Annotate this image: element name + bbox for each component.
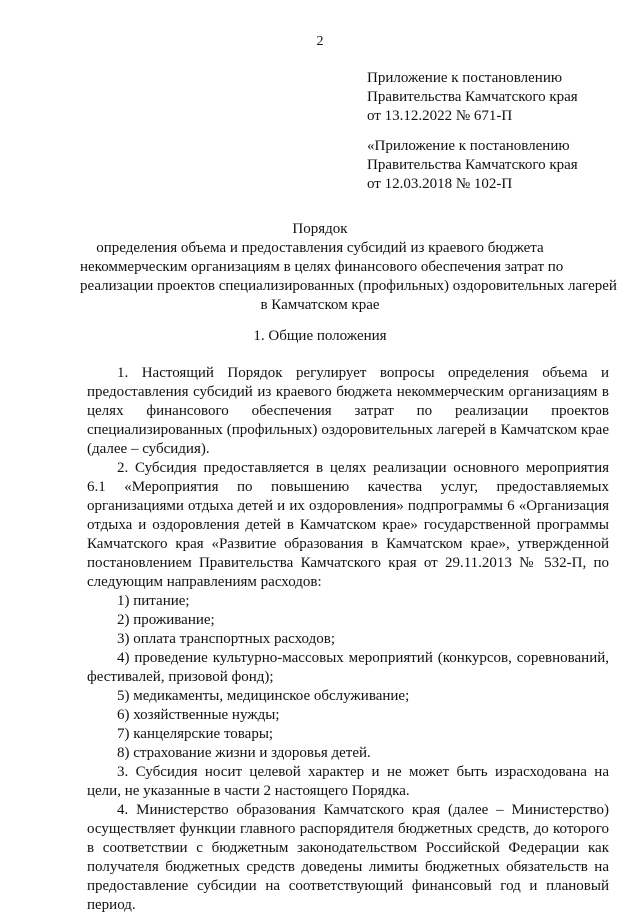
appendix-current-line-1: Приложение к постановлению — [367, 70, 563, 86]
title-line-5: в Камчатском крае — [260, 297, 380, 313]
document-body — [87, 364, 609, 915]
title-line-2: определения объема и предоставления субсидий из краевого бюджета — [96, 240, 544, 256]
expense-item-8: 8) страхование жизни и здоровья детей. — [117, 745, 371, 761]
appendix-previous-line-2: Правительства Камчатского края — [367, 157, 578, 173]
title-line-1: Порядок — [292, 221, 348, 237]
title-line-4: реализации проектов специализированных (профильных) оздоровительных лагерей — [80, 278, 617, 294]
page-number: 2 — [316, 34, 324, 49]
expense-item-6: 6) хозяйственные нужды; — [117, 707, 280, 723]
document-title — [80, 220, 617, 315]
appendix-current-line-2: Правительства Камчатского края — [367, 89, 578, 105]
section-heading: 1. Общие положения — [253, 328, 387, 344]
expense-item-1: 1) питание; — [117, 593, 190, 609]
paragraph-3: 3. Субсидия носит целевой характер и не может быть израсходована на цели, не указанные в части 2 настоящего Порядка. — [87, 764, 609, 799]
appendix-current-header — [367, 69, 632, 126]
expense-item-2: 2) проживание; — [117, 612, 215, 628]
appendix-previous-line-3: от 12.03.2018 № 102-П — [367, 176, 513, 192]
paragraph-4: 4. Министерство образования Камчатского края (далее – Министерство) осуществляет функции главного распорядителя бюджетных средств, до которого в соответствии с бюджетным законодательством Российской Федерации как получателя бюджетных средств доведены лимиты бюджетных обязательств на предоставление субсидии на соответствующий финансовый год и плановый период. — [87, 802, 609, 913]
paragraph-1: 1. Настоящий Порядок регулирует вопросы определения объема и предоставления субсидий из краевого бюджета некоммерческим организациям в целях финансового обеспечения затрат по реализации проектов специализированных (профильных) оздоровительных лагерей в Камчатском крае (далее – субсидия). — [87, 365, 609, 457]
expense-item-7: 7) канцелярские товары; — [117, 726, 274, 742]
paragraph-2: 2. Субсидия предоставляется в целях реализации основного мероприятия 6.1 «Мероприятия по повышению качества услуг, предоставляемых организациями отдыха детей и их оздоровления» подпрограммы 6 «Организация отдыха и оздоровления детей в Камчатском крае» государственной программы Камчатского края «Развитие образования в Камчатском крае», утвержденной постановлением Правительства Камчатского края от 29.11.2013 № 532-П, по следующим направлениям расходов: — [87, 460, 609, 590]
expense-item-3: 3) оплата транспортных расходов; — [117, 631, 335, 647]
title-line-3: некоммерческим организациям в целях финансового обеспечения затрат по — [80, 259, 564, 275]
expense-item-4: 4) проведение культурно-массовых мероприятий (конкурсов, соревнований, фестивалей, призовой фонд); — [87, 650, 609, 685]
appendix-previous-line-1: «Приложение к постановлению — [367, 138, 570, 154]
expense-item-5: 5) медикаменты, медицинское обслуживание; — [117, 688, 410, 704]
appendix-previous-header — [367, 137, 632, 194]
appendix-current-line-3: от 13.12.2022 № 671-П — [367, 108, 513, 124]
